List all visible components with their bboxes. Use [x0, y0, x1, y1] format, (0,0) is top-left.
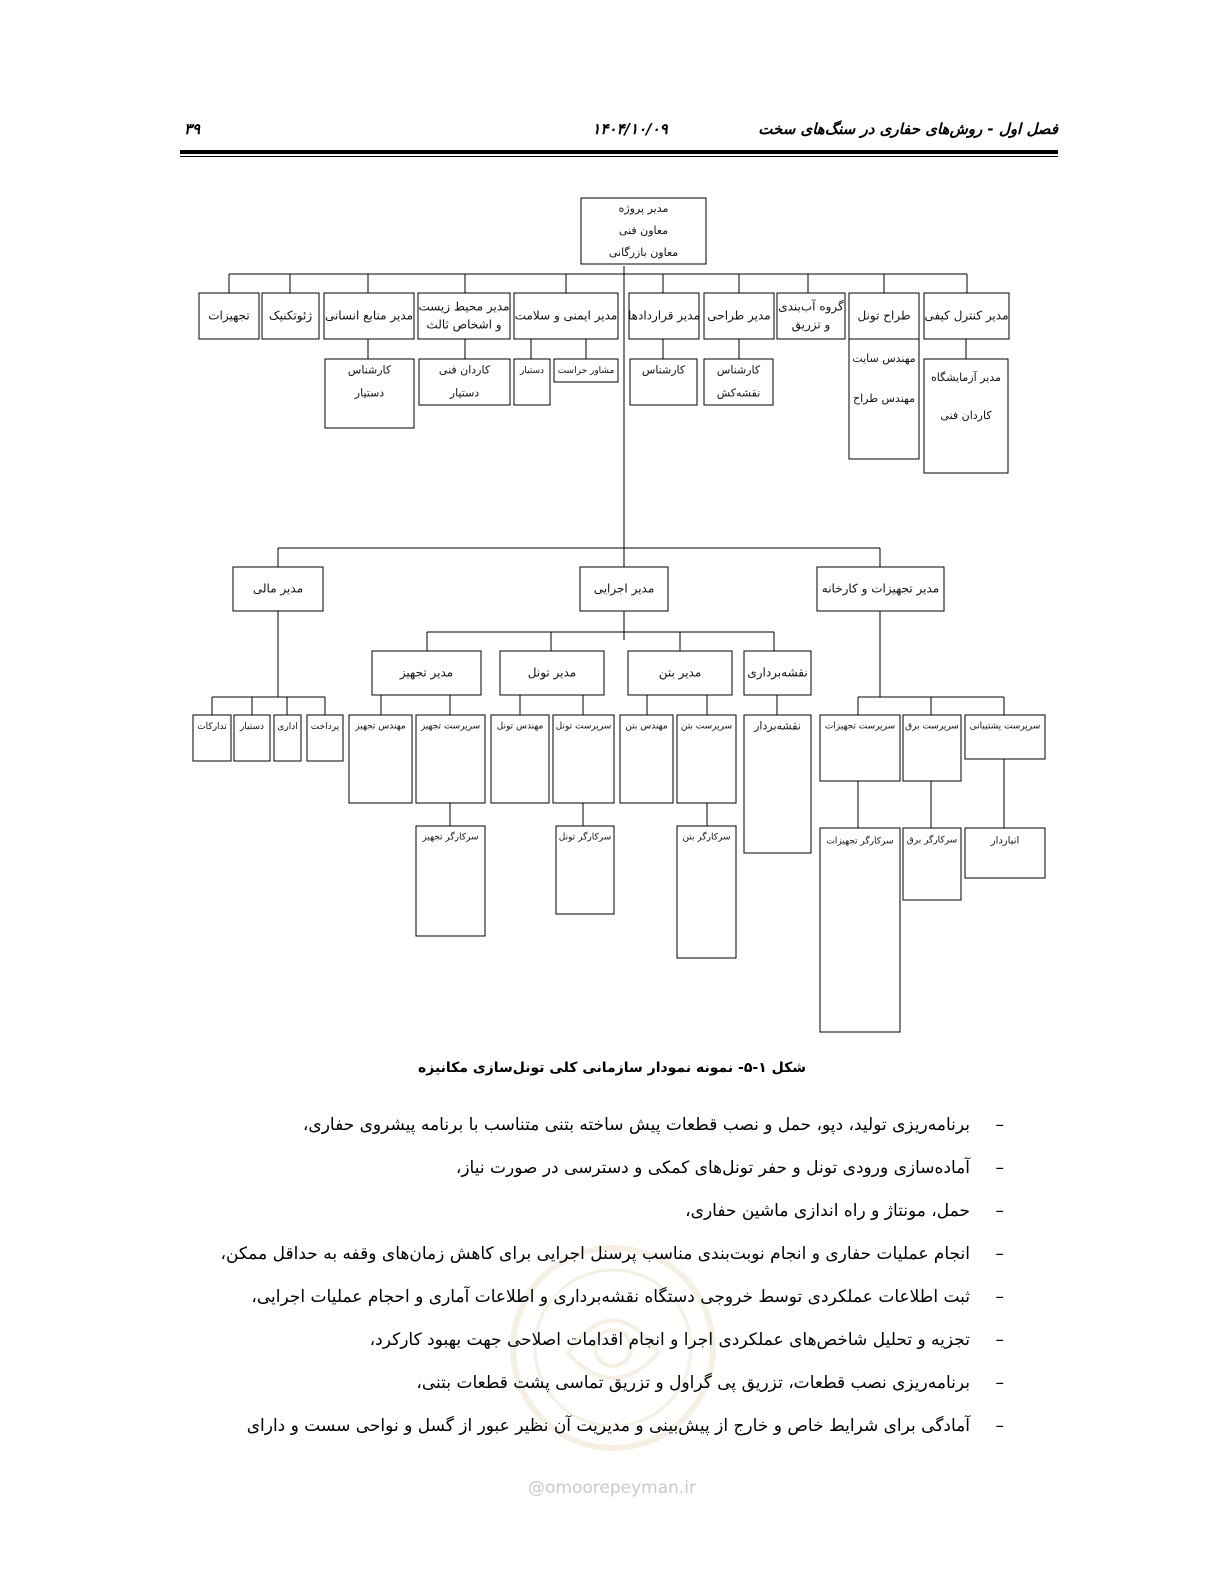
org-label: مدیر آزمایشگاه	[931, 371, 1001, 384]
org-label: نقشه‌بردار	[754, 719, 801, 733]
org-label: مهندس بتن	[625, 721, 668, 732]
org-label: مهندس طراح	[853, 392, 915, 405]
org-label: دستیار	[354, 386, 385, 400]
bullet-dash: –	[995, 1158, 1004, 1178]
page-number: ۳۹	[184, 120, 201, 138]
org-box	[820, 828, 900, 1032]
org-label: کاردان فنی	[940, 409, 992, 422]
org-label: سرکارگر برق	[906, 835, 958, 846]
org-label: پرداخت	[310, 722, 340, 732]
org-label: کاردان فنی	[438, 363, 491, 377]
org-box	[744, 715, 811, 853]
org-label: ژئوتکنیک	[268, 308, 313, 323]
bullet-item: –حمل، مونتاژ و راه اندازی ماشین حفاری،	[144, 1190, 1004, 1233]
org-box	[416, 826, 485, 936]
bullet-item: –تجزیه و تحلیل شاخص‌های عملکردی اجرا و انجام اقدامات اصلاحی جهت بهبود کارکرد،	[144, 1319, 1004, 1362]
bullet-item: –انجام عملیات حفاری و انجام نوبت‌بندی مناسب پرسنل اجرایی برای کاهش زمان‌های وقفه به حداقل ممکن،	[144, 1233, 1004, 1276]
org-label: سرپرست تونل	[555, 721, 612, 732]
org-label: مدیر طراحی	[707, 308, 771, 323]
org-label: سرپرست برق	[905, 721, 959, 732]
bullet-dash: –	[995, 1115, 1004, 1135]
org-label: دستیار	[239, 722, 265, 732]
bullet-item: –ثبت اطلاعات عملکردی توسط خروجی دستگاه نقشه‌برداری و اطلاعات آماری و احجام عملیات اجرایی،	[144, 1276, 1004, 1319]
org-label: و اشخاص ثالث	[426, 317, 502, 332]
header-date: ۱۴۰۴/۱۰/۰۹	[592, 120, 668, 138]
org-label: مدیر پروژه	[618, 202, 669, 215]
bullet-item: –آماده‌سازی ورودی تونل و حفر تونل‌های کمکی و دسترسی در صورت نیاز،	[144, 1147, 1004, 1190]
org-label: مهندس تجهیز	[355, 721, 406, 732]
org-label: سرکارگر بتن	[682, 832, 731, 843]
bullet-dash: –	[995, 1287, 1004, 1307]
bullet-list	[144, 1104, 1004, 1448]
org-label: مهندس تونل	[496, 721, 544, 732]
bullet-item: –برنامه‌ریزی نصب قطعات، تزریق پی گراول و تزریق تماسی پشت قطعات بتنی،	[144, 1362, 1004, 1405]
org-label: مدیر ایمنی و سلامت	[514, 308, 618, 323]
org-label: گروه آب‌بندی	[778, 299, 844, 314]
org-label: سرپرست پشتیبانی	[969, 721, 1041, 732]
org-label: انباردار	[990, 835, 1020, 847]
org-label: مدیر بتن	[658, 665, 702, 680]
org-label: سرپرست تجهیزات	[824, 721, 896, 732]
bullet-item: –برنامه‌ریزی تولید، دپو، حمل و نصب قطعات پیش ساخته بتنی متناسب با برنامه پیشروی حفاری،	[144, 1104, 1004, 1147]
org-label: دستیار	[449, 386, 480, 400]
org-label: و تزریق	[791, 317, 831, 332]
bullet-dash: –	[995, 1201, 1004, 1221]
org-label: مهندس سایت	[852, 352, 916, 365]
org-label: معاون بازرگانی	[608, 246, 679, 259]
org-label: تدارکات	[197, 722, 227, 732]
org-label: سرکارگر تجهیز	[422, 832, 479, 843]
org-label: مشاور حراست	[557, 366, 615, 376]
org-label: نقشه‌کش	[716, 386, 761, 400]
org-label: سرکارگر تجهیزات	[826, 836, 894, 847]
bullet-item: –آمادگی برای شرایط خاص و خارج از پیش‌بینی و مدیریت آن نظیر عبور از گسل و نواحی سست و دارای	[144, 1405, 1004, 1448]
org-label: مدیر کنترل کیفی	[924, 308, 1009, 323]
org-label: مدیر مالی	[252, 581, 304, 596]
org-label: کارشناس	[641, 363, 686, 377]
org-label: مدیر منابع انسانی	[324, 308, 414, 323]
org-label: مدیر اجرایی	[593, 581, 655, 596]
org-label: مدیر محیط زیست	[418, 299, 510, 314]
org-label: دستیار	[519, 366, 545, 376]
org-label: کارشناس	[716, 363, 761, 377]
org-label: مدیر تونل	[527, 665, 577, 680]
org-label: سرکارگر تونل	[558, 832, 612, 843]
org-label: مدیر قراردادها	[628, 308, 700, 323]
figure-caption: شکل ۱-۵- نمونه نمودار سازمانی کلی تونل‌سازی مکانیزه	[417, 1060, 807, 1076]
bullet-dash: –	[995, 1244, 1004, 1264]
org-label: کارشناس	[347, 363, 392, 377]
org-label: مدیر تجهیزات و کارخانه	[821, 581, 940, 596]
org-label: تجهیزات	[208, 308, 250, 323]
org-label: سرپرست تجهیز	[420, 721, 481, 732]
org-label: طراح تونل	[857, 308, 911, 323]
org-label: سرپرست بتن	[680, 721, 733, 732]
org-label: مدیر تجهیز	[399, 665, 454, 680]
bullet-dash: –	[995, 1373, 1004, 1393]
org-box	[677, 826, 736, 958]
org-label: اداری	[277, 722, 298, 732]
chapter-title: فصل اول - روش‌های حفاری در سنگ‌های سخت	[758, 120, 1058, 138]
bullet-dash: –	[995, 1330, 1004, 1350]
watermark-text: @omoorepeyman.ir	[527, 1478, 697, 1498]
bullet-dash: –	[995, 1416, 1004, 1436]
org-label: معاون فنی	[618, 224, 669, 237]
org-label: نقشه‌برداری	[747, 665, 808, 680]
